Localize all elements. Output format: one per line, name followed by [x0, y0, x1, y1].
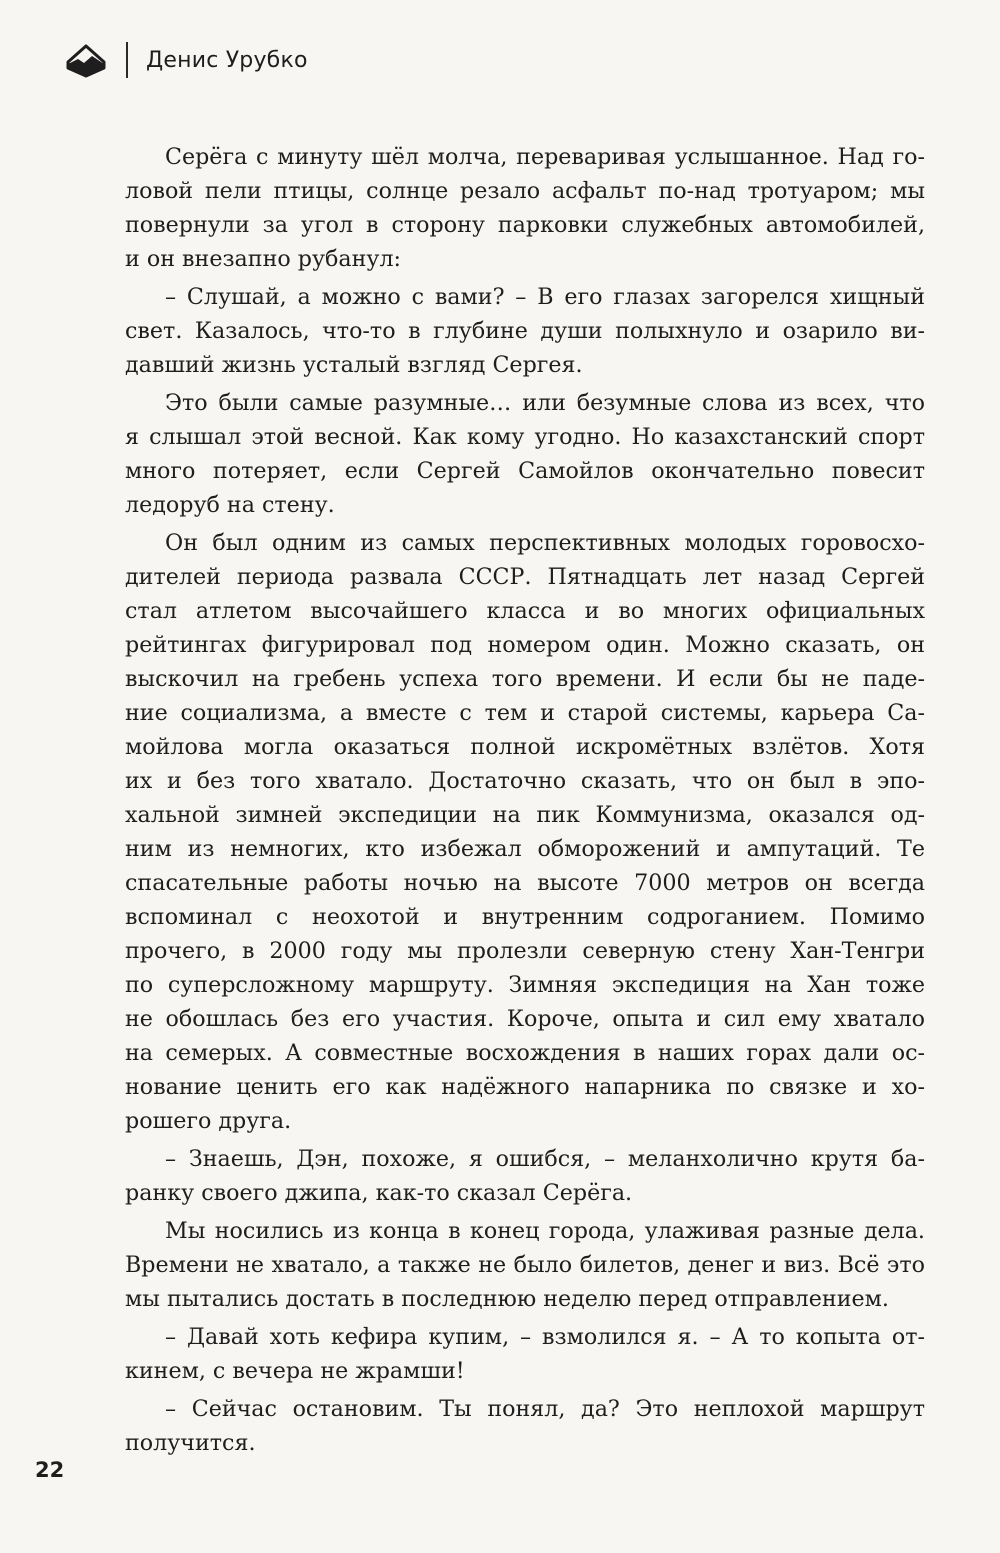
paragraph: [125, 280, 925, 382]
text-line: много потеряет, если Сергей Самойлов окончательно повесит: [125, 458, 925, 484]
running-header: [62, 38, 308, 82]
paragraph: [125, 140, 925, 276]
author-name: Денис Урубко: [146, 47, 308, 73]
text-line: – Слушай, а можно с вами? – В его глазах загорелся хищный: [165, 284, 925, 310]
text-line: – Знаешь, Дэн, похоже, я ошибся, – меланхолично крутя ба-: [165, 1146, 925, 1172]
text-line: дителей периода развала СССР. Пятнадцать лет назад Сергей: [125, 564, 925, 590]
text-line: ловой пели птицы, солнце резало асфальт по-над тротуаром; мы: [125, 178, 925, 204]
text-line: Времени не хватало, а также не было билетов, денег и виз. Всё это: [125, 1252, 925, 1278]
text-line: Это были самые разумные… или безумные слова из всех, что: [165, 390, 925, 416]
text-line: ние социализма, а вместе с тем и старой системы, карьера Са-: [125, 700, 925, 726]
text-line: мы пытались достать в последнюю неделю перед отправлением.: [125, 1286, 889, 1312]
text-line: Серёга с минуту шёл молча, переваривая услышанное. Над го-: [165, 144, 925, 170]
text-line: рошего друга.: [125, 1108, 292, 1134]
text-line: на семерых. А совместные восхождения в наших горах дали ос-: [125, 1040, 925, 1066]
page-number: 22: [35, 1458, 65, 1482]
text-line: рейтингах фигурировал под номером один. Можно сказать, он: [125, 632, 925, 658]
text-line: Он был одним из самых перспективных молодых горовосхо-: [165, 530, 925, 556]
paragraph: [125, 1214, 925, 1316]
text-line: стал атлетом высочайшего класса и во многих официальных: [125, 598, 925, 624]
paragraph: [125, 1392, 925, 1460]
text-line: – Сейчас остановим. Ты понял, да? Это неплохой маршрут: [165, 1396, 925, 1422]
text-line: давший жизнь усталый взгляд Сергея.: [125, 352, 583, 378]
text-line: нование ценить его как надёжного напарника по связке и хо-: [125, 1074, 925, 1100]
header-divider: [126, 42, 128, 78]
text-line: мойлова могла оказаться полной искромётных взлётов. Хотя: [125, 734, 925, 760]
text-line: выскочил на гребень успеха того времени. И если бы не паде-: [125, 666, 925, 692]
text-line: получится.: [125, 1430, 256, 1456]
mountain-logo-icon: [62, 42, 110, 78]
text-line: ранку своего джипа, как-то сказал Серёга.: [125, 1180, 633, 1206]
paragraph: [125, 1320, 925, 1388]
text-line: вспоминал с неохотой и внутренним содроганием. Помимо: [125, 904, 925, 930]
text-line: не обошлась без его участия. Короче, опыта и сил ему хватало: [125, 1006, 925, 1032]
text-line: свет. Казалось, что-то в глубине души полыхнуло и озарило ви-: [125, 318, 925, 344]
text-line: хальной зимней экспедиции на пик Коммунизма, оказался од-: [125, 802, 925, 828]
page-body-text: [125, 140, 925, 1460]
text-line: их и без того хватало. Достаточно сказать, что он был в эпо-: [125, 768, 925, 794]
paragraph: [125, 1142, 925, 1210]
text-line: ним из немногих, кто избежал обморожений и ампутаций. Те: [125, 836, 925, 862]
text-line: я слышал этой весной. Как кому угодно. Но казахстанский спорт: [125, 424, 925, 450]
text-line: и он внезапно рубанул:: [125, 246, 402, 272]
text-line: прочего, в 2000 году мы пролезли северную стену Хан-Тенгри: [125, 938, 925, 964]
text-line: Мы носились из конца в конец города, улаживая разные дела.: [165, 1218, 925, 1244]
paragraph: [125, 526, 925, 1138]
text-line: спасательные работы ночью на высоте 7000 метров он всегда: [125, 870, 925, 896]
text-line: кинем, с вечера не жрамши!: [125, 1358, 465, 1384]
text-line: по суперсложному маршруту. Зимняя экспедиция на Хан тоже: [125, 972, 925, 998]
text-line: ледоруб на стену.: [125, 492, 335, 518]
paragraph: [125, 386, 925, 522]
text-line: – Давай хоть кефира купим, – взмолился я. – А то копыта от-: [165, 1324, 925, 1350]
text-line: повернули за угол в сторону парковки служебных автомобилей,: [125, 212, 925, 238]
